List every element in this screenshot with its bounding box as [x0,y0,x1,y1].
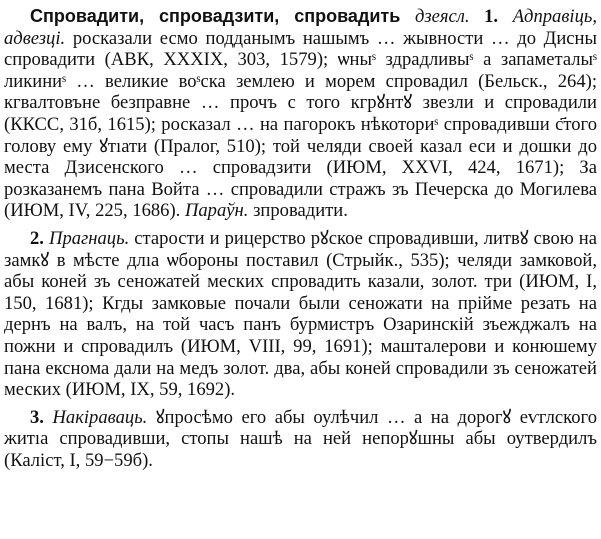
sense-2-paragraph [4,228,597,401]
parallel-label: Параўн. [184,200,249,222]
sense-2-gloss: Прагнаць. [49,227,130,249]
grammar-label: дзеясл. [414,6,470,27]
sense-1-paragraph [4,6,597,222]
headword: Спровадити, спровадзити, спровадить [30,6,401,26]
sense-2-number: 2. [30,227,44,249]
sense-2-citations: старости и рицерство рꙋское спровадивши, литвꙋ свою на замкꙋ в мѣсте длıа ѡбороны поставил (Стрыйк., 535); челяди замковой, абы коней зъ сеножатей меских спровадить казали, золот. три (ИЮМ, I, 150, 1681); Кгды замковые почали были сеножати на прійме резать на дернъ на валъ, на той часъ панъ бурмистръ Озаринскій зъежджалъ на пожни и спровадилъ (ИЮМ, VIII, 99, 1691); машталерови и конюшему пана екснома дали на медъ золот. два, абы коней спровадили зъ сеножатей меских (ИЮМ, IX, 59, 1692). [4,227,597,401]
sense-1-number: 1. [484,6,499,27]
sense-3-paragraph [4,407,597,472]
sense-1-citations: росказали есмо подданымъ нашымъ … жывности … до Дисны спровадити (АВК, XXXIX, 303, 1579); ѡныˢ здрадливыˢ а запаметалыˢ ликиниˢ … великие воˢска землею и морем спровадил (Бельск., 264); кгвалтовъне безправне … прочъ с того кгрꙋнтꙋ звезли и спровадили (ККСС, 31б, 1615); росказал … на пагорокъ нѣкоториˢ спровадивши с҃того голову ему ꙋтıати (Пралог, 510); той челяди своей казал еси и дошки до места Дзисенского … спровадзити (ИЮМ, XXVI, 424, 1671); За розказанемъ пана Войта … спровадили стражъ зъ Печерска до Могилева (ИЮМ, IV, 225, 1686). [4,27,598,222]
sense-1-gloss: Адправіць, адвезці. [4,6,597,49]
sense-3-citations: ꙋпросѣмо его абы оулѣчил … а на дорогꙋ еѵглского житıа спровадивши, стопы нашѣ на ней непорꙋшны абы оутвердилъ (Каліст, I, 59−59б). [4,406,597,471]
sense-3-gloss: Накіраваць. [52,406,148,428]
sense-3-number: 3. [30,406,44,428]
parallel-form: зпровадити. [253,200,348,222]
